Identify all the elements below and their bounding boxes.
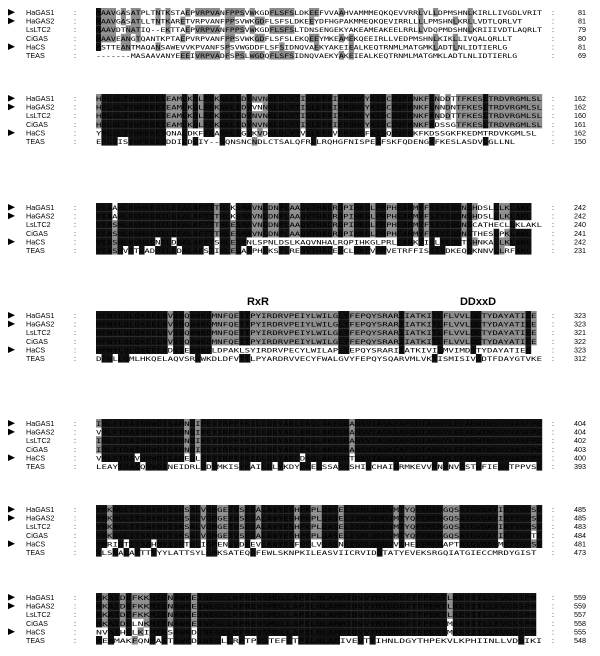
- sequence-name: CiGAS: [26, 33, 48, 43]
- separator-colon: :: [552, 237, 554, 247]
- sequence-name: CiGAS: [26, 444, 48, 454]
- residue-position: 557: [574, 610, 586, 620]
- residue-position: 160: [574, 111, 586, 121]
- highlight-arrow-icon: [8, 346, 15, 353]
- sequence-name: TEAS: [26, 354, 45, 363]
- highlight-arrow-icon: [8, 43, 15, 50]
- separator-colon: :: [74, 453, 76, 463]
- sequence-residues: VRLFTDAINRWDISAMNQIPEYIRPFYKILLDEYAELEKQLAKEGRANSVIASKEAFQDIARGYLEEAEWTNSGYVASFPE: [96, 428, 543, 437]
- residue-position: 483: [574, 522, 586, 532]
- sequence-residues: YLSNALATTTYYYLATTSYLGMKSATEQDFEWLSKNPKILEASVIICRVIDDTATYEVEKSRGQIATGIECCMRDYGIST: [96, 549, 537, 557]
- sequence-residues: YEASHVRTHADDILEDALAFSTIHLESAAPHLKSPLREQVTHALEQCLHKGVPRVETRFFISSIYDKEQSKNNVLLRFAKL: [96, 247, 532, 255]
- separator-colon: :: [74, 522, 76, 532]
- residue-position: 162: [574, 102, 586, 112]
- sequence-name: TEAS: [26, 51, 45, 60]
- sequence-residues: YMKNGLITSAYNVISKSALVGMGEIVSEDALAWYESHPKPLQASELISRLQDDVMTYQFERERGQSATGVDAYIKTYGVSE: [96, 506, 543, 514]
- sequence-residues: NVAIHELKIMIESAWKDINEGCLKPREVSMDLLAPILNLARMIDVVYRYDDGFTFPEKTMKEYITLLFVGSSPM: [96, 628, 537, 637]
- residue-position: 393: [574, 462, 586, 471]
- separator-colon: :: [552, 636, 554, 645]
- sequence-name: TEAS: [26, 462, 45, 471]
- sequence-residues: IRLFTDAINRWDISAMNQIPEYIRPFYKILLDEYAELEKQLAKEGRANSVIASKEAFQDIARGYLEEAEWTNSGYVASFPE: [96, 437, 543, 446]
- separator-colon: :: [74, 462, 76, 471]
- separator-colon: :: [74, 627, 76, 637]
- sequence-name: HaGAS1: [26, 311, 55, 320]
- separator-colon: :: [74, 128, 76, 138]
- sequence-name: HaCS: [26, 627, 46, 637]
- highlight-arrow-icon: [8, 628, 15, 635]
- sequence-name: HaCS: [26, 345, 46, 355]
- separator-colon: :: [552, 522, 554, 532]
- sequence-name: HaCS: [26, 539, 46, 549]
- highlight-arrow-icon: [8, 321, 15, 328]
- highlight-arrow-icon: [8, 312, 15, 319]
- sequence-residues: IRLFTDAINRWDISAMNQIPEYIRPFYKILLDEYAELEKQLAKEGRANSVIASKEAFQDIARGYLEEAEWTNSGYVASFPE: [96, 420, 543, 428]
- separator-colon: :: [74, 51, 76, 60]
- residue-position: 402: [574, 436, 586, 446]
- highlight-arrow-icon: [8, 603, 15, 610]
- residue-position: 403: [574, 444, 586, 454]
- separator-colon: :: [552, 246, 554, 255]
- sequence-residues: HFNYLQLQKEELNVVSQWWKDMNFQETTPYIRDRVPEIYLWILGLYFEPQYSRARIIATKITLFLVVLDDTYDAYATIEE: [96, 320, 537, 329]
- sequence-residues: YMKNGLITSAYNVISKSALVGMGEIVSEDALAWYESHPKPLQASELISRLQDDVMTYQFERERGQSATGVDAYIKTYGVTE: [96, 531, 543, 540]
- separator-colon: :: [74, 436, 76, 446]
- separator-colon: :: [74, 319, 76, 329]
- residue-position: 323: [574, 345, 586, 355]
- separator-colon: :: [74, 211, 76, 221]
- separator-colon: :: [552, 345, 554, 355]
- residue-position: 242: [574, 211, 586, 221]
- sequence-residues: HRLGLTYHFEKEIEAMLKQLFEKNKLEDYNVNKLDLYTISLEFRIFRQHGYKISCDVFKNKFKNDDTTFKESLTRDVRGMLSL: [96, 95, 543, 103]
- separator-colon: :: [74, 610, 76, 620]
- sequence-name: HaGAS1: [26, 94, 55, 103]
- sequence-name: HaCS: [26, 128, 46, 138]
- residue-position: 323: [574, 311, 586, 320]
- residue-position: 81: [578, 8, 586, 17]
- sequence-name: LsLTC2: [26, 522, 51, 532]
- sequence-residues: KKAIDEFKKMIENAWKEINEGCLKPREVSMDLLAPILNLARMIDVVYRYDDGFTFPEKTLKEYITLLFVGSSPM: [96, 611, 537, 620]
- highlight-arrow-icon: [8, 9, 15, 16]
- sequence-residues: YEAAHLRVHGEDILEEALAFTTTHLKSMAVNLDNPLAAQVTHALRQPIHKGLPRPHEARMYFSIYEQDNSHDSLLLKLAKL: [96, 204, 532, 212]
- separator-colon: :: [552, 513, 554, 523]
- sequence-name: HaGAS1: [26, 505, 55, 514]
- residue-position: 240: [574, 220, 586, 230]
- sequence-residues: HFNYLQLQKEELNDVSEWWKDLDPAKLSYIRDRVPECYLWILAPLYEPQYSRARIIATKIVILMVIMDDTYDAYATIEE: [96, 346, 532, 355]
- sequence-residues: MAAVGASATLLTNTKARETVRPVANFPPSVWKGDFLSFSLDKEEYDFHGPAKMMEQKQEVIRRLLLLPMSHNLKRLLVDTLQRLVT: [96, 17, 523, 26]
- alignment-block: [8, 94, 586, 146]
- highlight-arrow-icon: [8, 18, 15, 25]
- sequence-name: CiGAS: [26, 228, 48, 238]
- residue-position: 323: [574, 319, 586, 329]
- sequence-name: HaGAS2: [26, 319, 55, 329]
- separator-colon: :: [74, 427, 76, 437]
- sequence-residues: MSTTEANTMAQANSAWEVVKPVANFSPSVWGDDFLSFSIDNQVAEKYAKEIEALKEQTRNMLMATGMKLADTLNLIDTIERLG: [96, 43, 508, 52]
- sequence-residues: DFNLLQMLHKQELAQVSRWWKDLDFVTTLPYARDRVVECYFWALGVYFEPQYSQARVMLVKTISMISIVDDTFDAYGTVKE: [96, 355, 543, 363]
- separator-colon: :: [74, 601, 76, 611]
- residue-position: 231: [574, 246, 586, 255]
- residue-position: 162: [574, 94, 586, 103]
- sequence-name: LsLTC2: [26, 328, 51, 338]
- highlight-arrow-icon: [8, 129, 15, 136]
- separator-colon: :: [552, 601, 554, 611]
- separator-colon: :: [552, 220, 554, 230]
- separator-colon: :: [552, 137, 554, 146]
- sequence-name: LsLTC2: [26, 610, 51, 620]
- alignment-blocks: [8, 8, 586, 645]
- separator-colon: :: [552, 419, 554, 428]
- sequence-name: TEAS: [26, 246, 45, 255]
- highlight-arrow-icon: [8, 429, 15, 436]
- separator-colon: :: [552, 548, 554, 557]
- separator-colon: :: [74, 539, 76, 549]
- sequence-residues: KKAIDEFKKMIENAWKEINEGCLKPREVSMDLLAPILNLARMIDVVYRYDDGFTFPEKTLKEYITLLFVGSSPM: [96, 602, 537, 611]
- highlight-arrow-icon: [8, 204, 15, 211]
- residue-position: 162: [574, 128, 586, 138]
- residue-position: 404: [574, 419, 586, 428]
- sequence-name: HaGAS2: [26, 16, 55, 26]
- separator-colon: :: [552, 444, 554, 454]
- separator-colon: :: [74, 419, 76, 428]
- highlight-arrow-icon: [8, 213, 15, 220]
- sequence-residues: KKAIDEFKKMIENAWKEINEGCLKPREVSMDLLAPILNLARMIDVVYRYDDGFTFPEKTLKEYITLLFVGSSPM: [96, 594, 537, 602]
- residue-position: 485: [574, 513, 586, 523]
- sequence-residues: VRLFTDAVNRWDISAMEQLPEYIRPFYKILLDEYAELDKQLAKEGRTNSVIASKEAFQDIARGYLEEAEWTNSGYVASFPE: [96, 454, 543, 463]
- separator-colon: :: [552, 8, 554, 17]
- separator-colon: :: [552, 627, 554, 637]
- residue-position: 404: [574, 427, 586, 437]
- separator-colon: :: [552, 25, 554, 35]
- separator-colon: :: [552, 51, 554, 60]
- separator-colon: :: [74, 444, 76, 454]
- sequence-name: HaGAS2: [26, 601, 55, 611]
- residue-position: 555: [574, 627, 586, 637]
- sequence-residues: HFNYLQLQKEELNVVSQWWKDMNFQETTPYIRDRVPEIYLWILGLYFEPQYSRARIIATKITLFLVVLDDTYDAYATIEE: [96, 312, 537, 320]
- sequence-residues: HRLGLTYHFEKEIEAMLKQLFEKNKLEDYNVNKLDLYTISLEFRIFRQHGYKISCDVFKNKFKDSSGTFKESLTRDVRGMLSL: [96, 120, 543, 129]
- separator-colon: :: [74, 228, 76, 238]
- sequence-residues: ERLGISYHFEKEIDDILDQIY--NQNSNCNDLCTSALQFRLLRQHGFNISPEIFSKFQDENGKFKESLASDVLGLLNL: [96, 138, 516, 146]
- sequence-residues: KKAIDELNKMIENAWKEINEGCLKPREVSMDLLAPILNLARMIDVVYRYDDGFTFPEKTMKEYITLLFVGSSPM: [96, 619, 537, 628]
- sequence-residues: IRLFTDAINRWDISAMNQIPEYIRPFYKILLDEYAELEKQLAKEGRANSVIASKEAFQDIARGYLEEAEWTNSGYVASFPE: [96, 445, 543, 454]
- sequence-name: LsLTC2: [26, 436, 51, 446]
- separator-colon: :: [74, 111, 76, 121]
- sequence-name: HaGAS2: [26, 102, 55, 112]
- sequence-residues: KEAMAKFQNMAETAWKDINEGLLRPTPVSTEFLTPILNLARIVEVTYIHNLDGYTHPEKVLKPHIINLLVDSIKI: [96, 637, 543, 645]
- separator-colon: :: [74, 505, 76, 514]
- sequence-name: TEAS: [26, 137, 45, 146]
- sequence-residues: YEASHLRVHGENILDEALAFTTSHLESMNLSPNLDSLKAQVNHALRQPIHKGLPRLEARKYISLYEQDTSHNKALLKLAKL: [96, 238, 532, 247]
- separator-colon: :: [74, 42, 76, 52]
- separator-colon: :: [74, 16, 76, 26]
- separator-colon: :: [552, 593, 554, 602]
- separator-colon: :: [74, 246, 76, 255]
- residue-position: 558: [574, 618, 586, 628]
- separator-colon: :: [552, 94, 554, 103]
- motif-label: RxR: [246, 296, 270, 308]
- sequence-residues: MAAVDTNATIQ--EKTTAEPVRPVANFPPSVWKGDFLSFSLTDNSENGEKYAKEAMEAKEELRRLLVDQPMDSHNLKRIIIVDTLAQRLT: [96, 26, 543, 35]
- sequence-residues: HFNYLQLQKEELNVVSQWWKDMNFQETTPYIRDRVPEIYLWILGLYFEPQYSRARIIATKITLFLVVLDDTYDAYATIEE: [96, 337, 537, 346]
- separator-colon: :: [552, 16, 554, 26]
- separator-colon: :: [74, 8, 76, 17]
- separator-colon: :: [552, 427, 554, 437]
- separator-colon: :: [74, 220, 76, 230]
- separator-colon: :: [74, 548, 76, 557]
- sequence-name: HaGAS1: [26, 419, 55, 428]
- separator-colon: :: [74, 530, 76, 540]
- separator-colon: :: [74, 137, 76, 146]
- sequence-name: LsLTC2: [26, 25, 51, 35]
- separator-colon: :: [552, 505, 554, 514]
- separator-colon: :: [74, 203, 76, 212]
- separator-colon: :: [74, 33, 76, 43]
- separator-colon: :: [552, 328, 554, 338]
- sequence-residues: MAAVEANGTQANTKPTAEPVRPVANFPPSVWKGDFLSFSLEKQEEYMKEAMEKQEEIRLLVEDPMSHNLKIKLLIVQALQRLLT: [96, 34, 513, 43]
- separator-colon: :: [74, 237, 76, 247]
- sequence-name: HaGAS1: [26, 203, 55, 212]
- residue-position: 80: [578, 33, 586, 43]
- residue-position: 242: [574, 237, 586, 247]
- separator-colon: :: [74, 345, 76, 355]
- sequence-residues: HRLGLTYHFEKEIEAMLKQLFEKNKLEDYVNNKLDLYTISLEFRIFRQHGYKISCDVFKNKFKNNDNTFKESLTRDVRGMLSL: [96, 103, 543, 112]
- separator-colon: :: [552, 311, 554, 320]
- separator-colon: :: [552, 618, 554, 628]
- sequence-residues: HFNYLQLQKEELNVVSQWWKDMNFQETTPYIRDRVPEIYLWILGLYFEPQYSRARIIATKITLFLVVLDDTYDAYATIEE: [96, 329, 537, 338]
- separator-colon: :: [74, 336, 76, 346]
- sequence-residues: LEAYTDAIQRWDINEIDRLPDYMKISYKAILDLYKDYEKELSSAGRSHIVCHAIERMKEVVRNYNVESTWFIEGYTPPVSE: [96, 463, 543, 471]
- sequence-residues: -------MASAAVANYEEEIVRPVADFSPSLWGDQFLSFSIDNQVAEKYAKEIEALKEQTRNMLMATGMKLADTLNLIDTIERLG: [96, 52, 518, 60]
- separator-colon: :: [74, 311, 76, 320]
- separator-colon: :: [74, 328, 76, 338]
- sequence-name: HaGAS1: [26, 593, 55, 602]
- separator-colon: :: [552, 42, 554, 52]
- highlight-arrow-icon: [8, 540, 15, 547]
- sequence-name: HaGAS2: [26, 513, 55, 523]
- sequence-name: HaCS: [26, 42, 46, 52]
- residue-position: 242: [574, 203, 586, 212]
- residue-position: 79: [578, 25, 586, 35]
- separator-colon: :: [74, 593, 76, 602]
- residue-position: 321: [574, 328, 586, 338]
- sequence-name: CiGAS: [26, 530, 48, 540]
- sequence-name: HaGAS2: [26, 211, 55, 221]
- separator-colon: :: [552, 436, 554, 446]
- separator-colon: :: [74, 25, 76, 35]
- separator-colon: :: [552, 128, 554, 138]
- residue-position: 485: [574, 505, 586, 514]
- residue-position: 548: [574, 636, 586, 645]
- separator-colon: :: [552, 111, 554, 121]
- sequence-name: LsLTC2: [26, 111, 51, 121]
- sequence-name: TEAS: [26, 548, 45, 557]
- residue-position: 559: [574, 601, 586, 611]
- separator-colon: :: [74, 513, 76, 523]
- separator-colon: :: [552, 319, 554, 329]
- separator-colon: :: [552, 211, 554, 221]
- residue-position: 473: [574, 548, 586, 557]
- separator-colon: :: [552, 336, 554, 346]
- highlight-arrow-icon: [8, 104, 15, 111]
- sequence-name: HaGAS2: [26, 427, 55, 437]
- alignment-block: [8, 419, 586, 471]
- sequence-name: CiGAS: [26, 336, 48, 346]
- residue-position: 559: [574, 593, 586, 602]
- sequence-residues: YEAAHLRVHGEDILEEALAFTTTHLKSMAVNLDNPLAAQVTHALRQPIHKGLPRPHEARMYFSIYEQDNSHDSLLLKLAKL: [96, 212, 532, 221]
- residue-position: 161: [574, 119, 586, 129]
- separator-colon: :: [74, 102, 76, 112]
- highlight-arrow-icon: [8, 238, 15, 245]
- sequence-name: HaGAS1: [26, 8, 55, 17]
- residue-position: 81: [578, 42, 586, 52]
- separator-colon: :: [74, 94, 76, 103]
- sequence-residues: YMKNGLITSAYNVISKSALVGMGEIVSEDALAWYESHPKPLQASELISRLQDDVMTYQFERERGQSATGVDAYIKTYGVSE: [96, 523, 543, 532]
- separator-colon: :: [552, 462, 554, 471]
- alignment-block: [8, 203, 586, 255]
- separator-colon: :: [74, 636, 76, 645]
- sequence-name: LsLTC2: [26, 220, 51, 230]
- residue-position: 241: [574, 228, 586, 238]
- separator-colon: :: [74, 354, 76, 363]
- sequence-residues: MAAVGASATPLTNTKSTAEPVRPVANFPPSVWKGDFLSFSLDKEEFVVAAHVAMMMEQKQEVVRRLVLLDPMSHNLKIRLLIVGDLVRIT: [96, 9, 543, 17]
- sequence-name: CiGAS: [26, 119, 48, 129]
- sequence-residues: YMKNGLITSAYNVISKSALVGMGEIVSEDALAWYESHPKPLQASELISRLQDDVMTYQFERERGQSATGVDAYIKTYGVSE: [96, 514, 543, 523]
- sequence-residues: YEASHLRVHGEDILEEALAFTTTHLESMAVNLDNPLAAQVTHALRQPIHKGLPRPHEARMYFSIYEQDNSCATHECLLKLAKL: [96, 221, 543, 230]
- sequence-name: TEAS: [26, 636, 45, 645]
- sequence-residues: YRLGLTYHFEKEIQNALDKFFEANKLEGYKVDKLDLYTVSLEFRVFRQHGFKISQDVFKKFKDSSGKFKEDMTRDVKGMLSL: [96, 129, 537, 138]
- sequence-name: HaCS: [26, 237, 46, 247]
- residue-position: 322: [574, 336, 586, 346]
- sequence-residues: YEASHLRVHGEDILEEALAFTTTHLESMAVNLDNPLAAQVTHALRQPIHKGLPRPHEARMYFSIYEQDNSTHESLPKLAKL: [96, 229, 532, 238]
- sequence-residues: YMRIGTITSAHNVISKTALIGMENIVDEEVLAWYESFPKLVQASNLISRLQDDVVTHEFERERAPTATGVDAYMKTYGVSE: [96, 540, 543, 549]
- highlight-arrow-icon: [8, 506, 15, 513]
- highlight-arrow-icon: [8, 515, 15, 522]
- residue-position: 69: [578, 51, 586, 60]
- separator-colon: :: [552, 354, 554, 363]
- separator-colon: :: [552, 203, 554, 212]
- residue-position: 400: [574, 453, 586, 463]
- separator-colon: :: [552, 530, 554, 540]
- residue-position: 312: [574, 354, 586, 363]
- separator-colon: :: [552, 539, 554, 549]
- residue-position: 481: [574, 539, 586, 549]
- highlight-arrow-icon: [8, 95, 15, 102]
- separator-colon: :: [552, 33, 554, 43]
- highlight-arrow-icon: [8, 420, 15, 427]
- alignment-block: [8, 296, 586, 363]
- highlight-arrow-icon: [8, 454, 15, 461]
- separator-colon: :: [552, 453, 554, 463]
- alignment-block: [8, 593, 586, 645]
- residue-position: 81: [578, 16, 586, 26]
- alignment-block: [8, 505, 586, 557]
- separator-colon: :: [552, 102, 554, 112]
- separator-colon: :: [552, 119, 554, 129]
- residue-position: 150: [574, 137, 586, 146]
- separator-colon: :: [74, 119, 76, 129]
- separator-colon: :: [552, 610, 554, 620]
- motif-label: DDxxD: [459, 296, 497, 308]
- sequence-residues: HRLGLTYHFEKEIEAMLKQLFEKNKLEDYNVNKLDLYTISLEFRIFRQHGYKISCDVFKNKFKNDDTTFKESLTRDVRGMLSL: [96, 112, 543, 121]
- alignment-block: [8, 8, 586, 60]
- separator-colon: :: [552, 228, 554, 238]
- residue-position: 484: [574, 530, 586, 540]
- sequence-name: CiGAS: [26, 618, 48, 628]
- sequence-name: HaCS: [26, 453, 46, 463]
- highlight-arrow-icon: [8, 594, 15, 601]
- separator-colon: :: [74, 618, 76, 628]
